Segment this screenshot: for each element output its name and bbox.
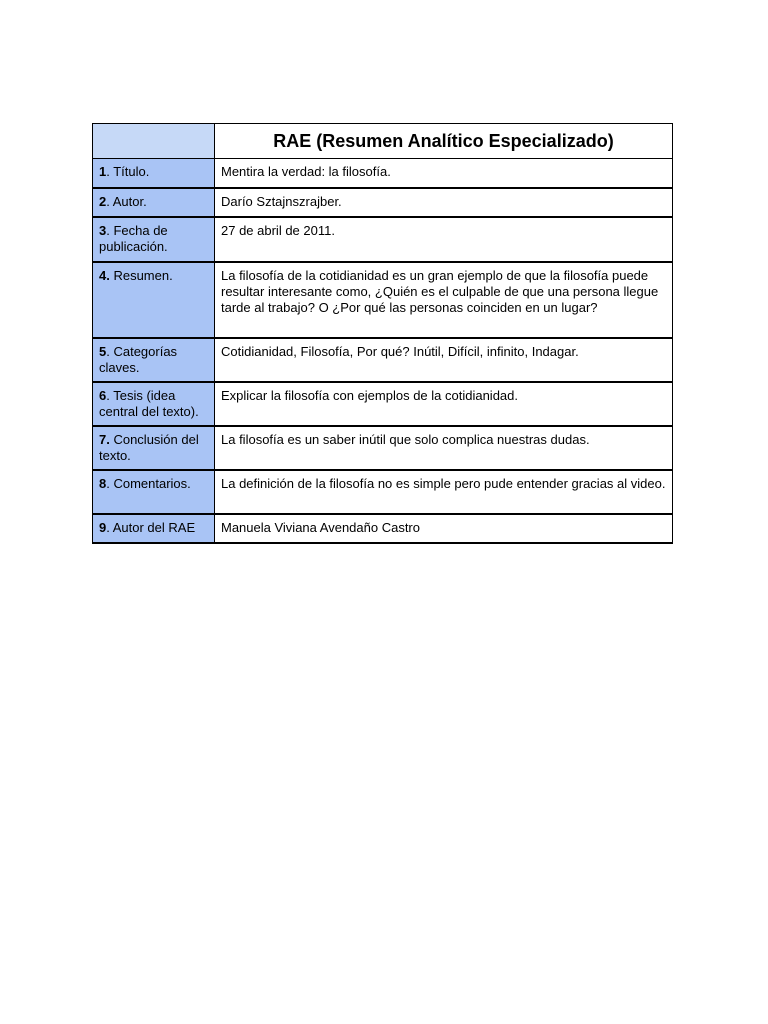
row-label: . Categorías claves. xyxy=(99,343,178,375)
row-comentarios xyxy=(93,470,673,514)
row-number: 6 xyxy=(99,387,107,403)
row-autor-rae xyxy=(93,514,673,543)
row-number: 5 xyxy=(99,343,107,359)
row-label: Conclusión del texto. xyxy=(99,431,199,463)
row-number: 4. xyxy=(99,267,110,283)
value-cell: La filosofía de la cotidianidad es un gran ejemplo de que la filosofía puede resultar interesante como, ¿Quién es el culpable de que una persona llegue tarde al trabajo? O ¿Por qué las personas coinciden en un lugar? xyxy=(215,262,673,338)
row-number: 1 xyxy=(99,164,107,179)
row-number: 2 xyxy=(99,193,107,209)
row-tesis xyxy=(93,382,673,426)
label-cell xyxy=(93,514,215,543)
value-cell: Mentira la verdad: la filosofía. xyxy=(215,159,673,188)
row-label: . Título. xyxy=(106,164,150,179)
label-cell xyxy=(93,188,215,217)
value-cell: Darío Sztajnszrajber. xyxy=(215,188,673,217)
row-resumen xyxy=(93,262,673,338)
label-cell xyxy=(93,262,215,338)
label-cell xyxy=(93,470,215,514)
table-title: RAE (Resumen Analítico Especializado) xyxy=(215,124,673,159)
row-label: . Autor. xyxy=(106,193,147,209)
row-label: Resumen. xyxy=(109,267,173,283)
label-cell xyxy=(93,217,215,262)
value-cell: La definición de la filosofía no es simple pero pude entender gracias al video. xyxy=(215,470,673,514)
value-cell: Manuela Viviana Avendaño Castro xyxy=(215,514,673,543)
value-cell: Cotidianidad, Filosofía, Por qué? Inútil, Difícil, infinito, Indagar. xyxy=(215,338,673,382)
row-number: 3 xyxy=(99,222,107,238)
label-cell xyxy=(93,338,215,382)
header-row xyxy=(93,124,673,159)
row-number: 7. xyxy=(99,431,110,447)
value-cell: Explicar la filosofía con ejemplos de la cotidianidad. xyxy=(215,382,673,426)
row-conclusion xyxy=(93,426,673,470)
row-fecha xyxy=(93,217,673,262)
row-titulo xyxy=(93,159,673,188)
value-cell: La filosofía es un saber inútil que solo complica nuestras dudas. xyxy=(215,426,673,470)
row-categorias xyxy=(93,338,673,382)
row-number: 8 xyxy=(99,475,107,491)
label-cell xyxy=(93,382,215,426)
rae-table xyxy=(92,123,673,544)
row-label: . Fecha de publicación. xyxy=(99,222,168,254)
row-label: . Tesis (idea central del texto). xyxy=(99,387,199,419)
header-empty-cell xyxy=(93,124,215,159)
row-autor xyxy=(93,188,673,217)
value-cell: 27 de abril de 2011. xyxy=(215,217,673,262)
row-number: 9 xyxy=(99,519,107,535)
label-cell xyxy=(93,159,215,188)
label-cell xyxy=(93,426,215,470)
row-label: . Comentarios. xyxy=(106,475,191,491)
row-label: . Autor del RAE xyxy=(106,519,196,535)
